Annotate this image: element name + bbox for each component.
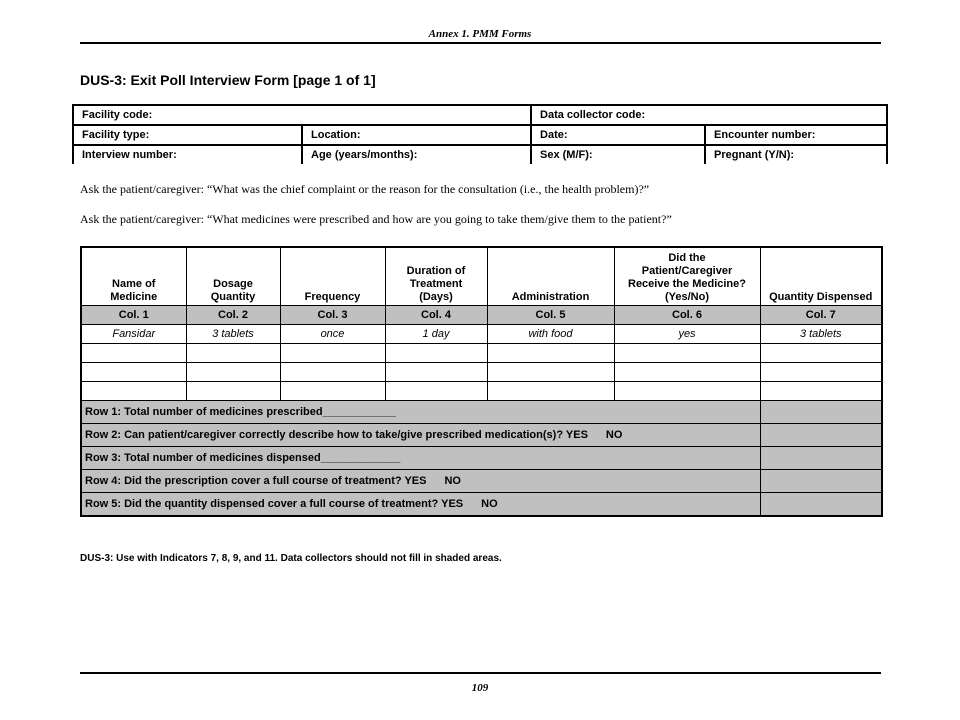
medicines-table <box>80 246 883 517</box>
header-dosage-quantity: Dosage Quantity <box>186 247 280 306</box>
blank-cell[interactable] <box>487 382 614 401</box>
question-medicines: Ask the patient/caregiver: “What medicines were prescribed and how are you going to take them/give them to the patient?” <box>80 212 672 226</box>
summary-cell[interactable] <box>760 470 882 493</box>
blank-row <box>81 344 882 363</box>
blank-cell[interactable] <box>280 363 385 382</box>
summary-row-2: Row 2: Can patient/caregiver correctly describe how to take/give prescribed medication(s)? YES NO <box>81 424 760 447</box>
col-number: Col. 6 <box>614 306 760 325</box>
summary-cell[interactable] <box>760 424 882 447</box>
blank-cell[interactable] <box>614 363 760 382</box>
facility-type-field[interactable]: Facility type: <box>73 125 302 145</box>
blank-row <box>81 382 882 401</box>
footnote: DUS-3: Use with Indicators 7, 8, 9, and 11. Data collectors should not fill in shaded areas. <box>80 553 502 564</box>
blank-cell[interactable] <box>280 382 385 401</box>
age-field[interactable]: Age (years/months): <box>302 145 531 164</box>
blank-cell[interactable] <box>487 363 614 382</box>
example-cell: once <box>280 325 385 344</box>
blank-cell[interactable] <box>81 382 186 401</box>
example-row <box>81 325 882 344</box>
location-field[interactable]: Location: <box>302 125 531 145</box>
col-number: Col. 5 <box>487 306 614 325</box>
header-rule <box>80 42 881 44</box>
blank-cell[interactable] <box>385 344 487 363</box>
data-collector-code-field[interactable]: Data collector code: <box>531 105 887 125</box>
blank-cell[interactable] <box>760 344 882 363</box>
blank-cell[interactable] <box>385 363 487 382</box>
header-duration: Duration of Treatment (Days) <box>385 247 487 306</box>
blank-cell[interactable] <box>487 344 614 363</box>
summary-row-3: Row 3: Total number of medicines dispensed_____________ <box>81 447 760 470</box>
page-number: 109 <box>471 682 489 694</box>
blank-cell[interactable] <box>186 363 280 382</box>
interview-number-field[interactable]: Interview number: <box>73 145 302 164</box>
question-chief-complaint: Ask the patient/caregiver: “What was the chief complaint or the reason for the consultation (i.e., the health problem)?” <box>80 182 650 196</box>
form-title: DUS-3: Exit Poll Interview Form [page 1 of 1] <box>80 72 376 88</box>
pregnant-field[interactable]: Pregnant (Y/N): <box>705 145 887 164</box>
header-quantity-dispensed: Quantity Dispensed <box>760 247 882 306</box>
summary-cell[interactable] <box>760 493 882 517</box>
footer-rule <box>80 672 881 674</box>
summary-cell[interactable] <box>760 447 882 470</box>
blank-cell[interactable] <box>760 382 882 401</box>
col-number: Col. 7 <box>760 306 882 325</box>
col-number: Col. 1 <box>81 306 186 325</box>
facility-code-field[interactable]: Facility code: <box>73 105 531 125</box>
header-frequency: Frequency <box>280 247 385 306</box>
header-received-medicine: Did the Patient/Caregiver Receive the Medicine? (Yes/No) <box>614 247 760 306</box>
blank-cell[interactable] <box>280 344 385 363</box>
example-cell: yes <box>614 325 760 344</box>
blank-cell[interactable] <box>186 382 280 401</box>
example-cell: 1 day <box>385 325 487 344</box>
summary-row-5: Row 5: Did the quantity dispensed cover a full course of treatment? YES NO <box>81 493 760 517</box>
summary-cell[interactable] <box>760 401 882 424</box>
blank-cell[interactable] <box>385 382 487 401</box>
running-header: Annex 1. PMM Forms <box>428 28 532 40</box>
summary-row-1: Row 1: Total number of medicines prescribed____________ <box>81 401 760 424</box>
header-name-of-medicine: Name of Medicine <box>81 247 186 306</box>
example-cell: Fansidar <box>81 325 186 344</box>
info-table <box>72 104 888 164</box>
blank-cell[interactable] <box>614 344 760 363</box>
example-cell: 3 tablets <box>186 325 280 344</box>
date-field[interactable]: Date: <box>531 125 705 145</box>
header-administration: Administration <box>487 247 614 306</box>
example-cell: with food <box>487 325 614 344</box>
blank-cell[interactable] <box>81 344 186 363</box>
example-cell: 3 tablets <box>760 325 882 344</box>
col-number: Col. 2 <box>186 306 280 325</box>
blank-cell[interactable] <box>614 382 760 401</box>
encounter-number-field[interactable]: Encounter number: <box>705 125 887 145</box>
col-number: Col. 4 <box>385 306 487 325</box>
sex-field[interactable]: Sex (M/F): <box>531 145 705 164</box>
blank-row <box>81 363 882 382</box>
blank-cell[interactable] <box>186 344 280 363</box>
blank-cell[interactable] <box>81 363 186 382</box>
col-number: Col. 3 <box>280 306 385 325</box>
summary-row-4: Row 4: Did the prescription cover a full course of treatment? YES NO <box>81 470 760 493</box>
blank-cell[interactable] <box>760 363 882 382</box>
